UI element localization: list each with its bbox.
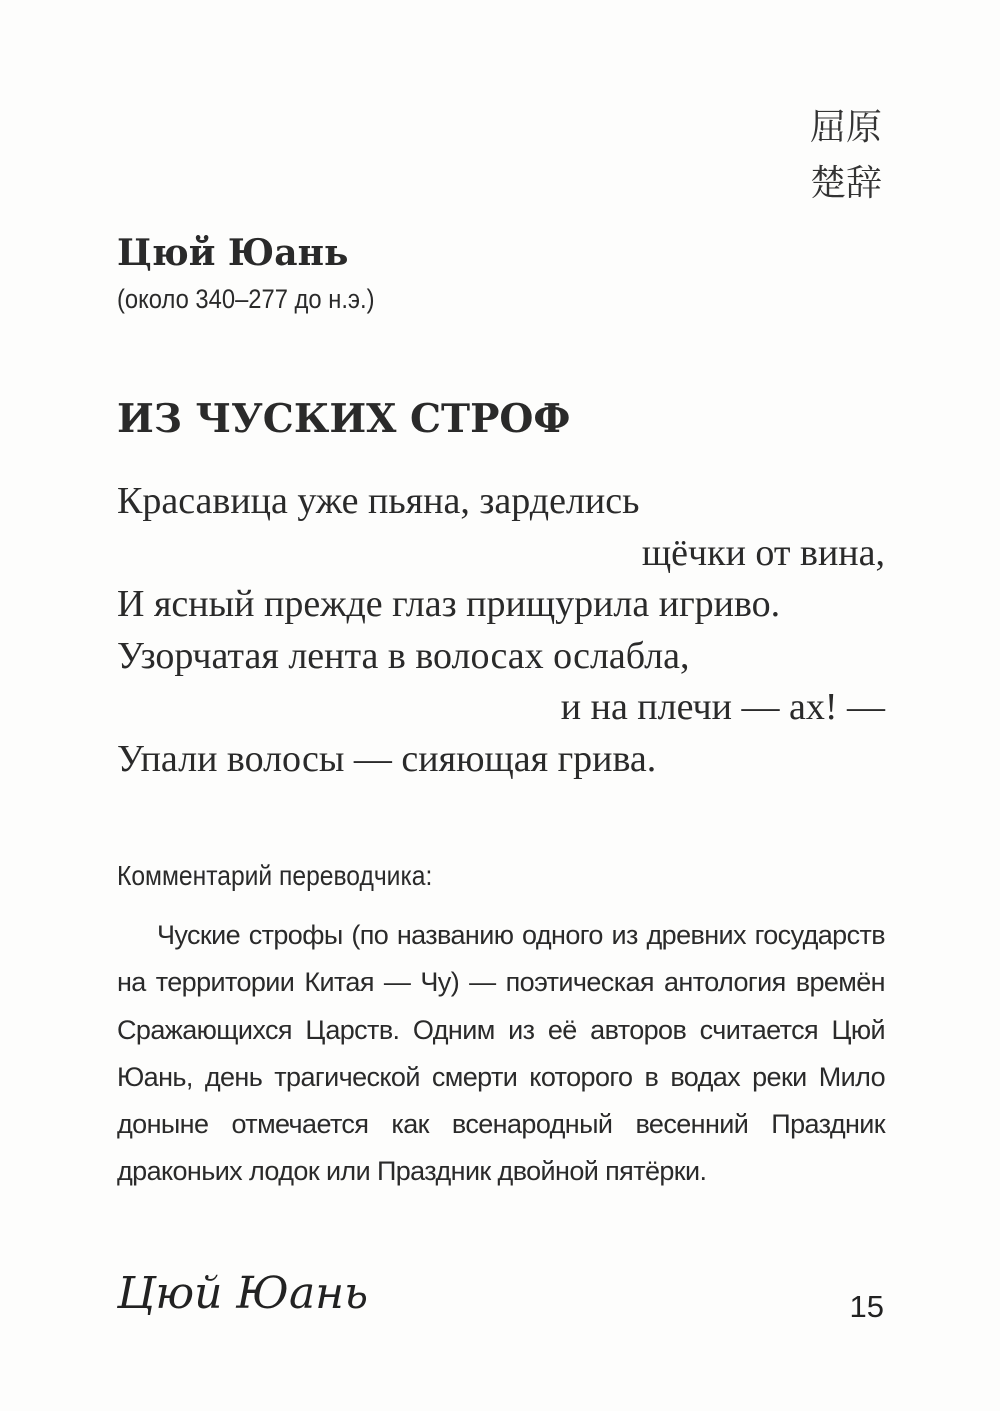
chinese-title [810, 100, 882, 212]
commentary-heading: Комментарий переводчика: [117, 860, 433, 891]
author-name: Цюй Юань [117, 232, 349, 274]
author-dates: (около 340–277 до н.э.) [117, 284, 375, 314]
poem-line: Упали волосы — сияющая грива. [117, 737, 657, 780]
poem-line: Узорчатая лента в волосах ослабла, [117, 634, 690, 677]
poem-line: и на плечи — ах! — [560, 686, 885, 728]
author-signature: Цюй Юань [117, 1268, 369, 1319]
poem-line: щёчки от вина, [641, 531, 885, 574]
chinese-author-name: 屈原 [809, 107, 882, 148]
commentary-text: Чуские строфы (по названию одного из древних государств на территории Китая — Чу) — поэтическая антология времён Сражающихся Царств. Одним из её авторов считается Цюй Юань, день трагической смерти которого в водах реки Мило доныне отмечается как всенародный весенний Праздник драконьих лодок или Праздник двойной пятёрки. [117, 920, 885, 1187]
poem-line: Красавица уже пьяна, зарделись [117, 480, 640, 522]
page-number: 15 [849, 1289, 884, 1324]
poem-body [117, 476, 885, 785]
chinese-anthology-name: 楚辞 [809, 163, 882, 204]
poem-title: ИЗ ЧУСКИХ СТРОФ [117, 396, 571, 442]
poem-line: И ясный прежде глаз прищурила игриво. [117, 583, 781, 625]
